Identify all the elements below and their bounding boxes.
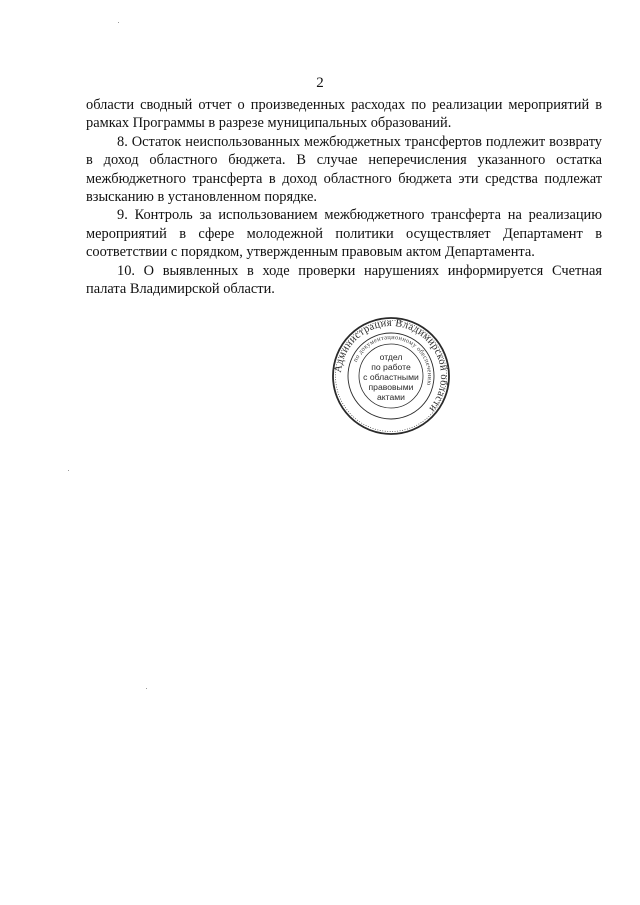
scan-speck [68,470,69,471]
document-body [86,96,602,298]
paragraph-continuation: области сводный отчет о произведенных расходах по реализации мероприятий в рамках Программы в разрезе муниципальных образований. [86,97,602,132]
paragraph-9: 9. Контроль за использованием межбюджетного трансферта на реализацию мероприятий в сфере молодежной политики осуществляет Департамент в соответствии с порядком, утвержденным правовым актом Департамента. [86,207,602,261]
stamp-center-line-5: актами [377,392,405,402]
stamp-inner-ring-text: по документационному обеспечению [351,333,434,387]
official-stamp [331,316,451,436]
paragraph-10: 10. О выявленных в ходе проверки нарушениях информируется Счетная палата Владимирской области. [86,262,602,298]
scan-speck [118,22,119,23]
stamp-center-line-3: с областными [363,372,419,382]
stamp-outer-ring-text: Администрация Владимирской области [333,317,450,414]
page-number: 2 [316,75,324,91]
scan-speck [146,688,147,689]
stamp-center-line-4: правовыми [368,382,414,392]
stamp-center-line-2: по работе [371,362,411,372]
paragraph-8: 8. Остаток неиспользованных межбюджетных трансфертов подлежит возврату в доход областного бюджета. В случае неперечисления указанного остатка межбюджетного трансферта в доход областного бюджета эти средства подлежат взысканию в установленном порядке. [86,133,602,206]
stamp-center-line-1: отдел [379,352,403,362]
stamp-seal-icon [331,316,451,436]
